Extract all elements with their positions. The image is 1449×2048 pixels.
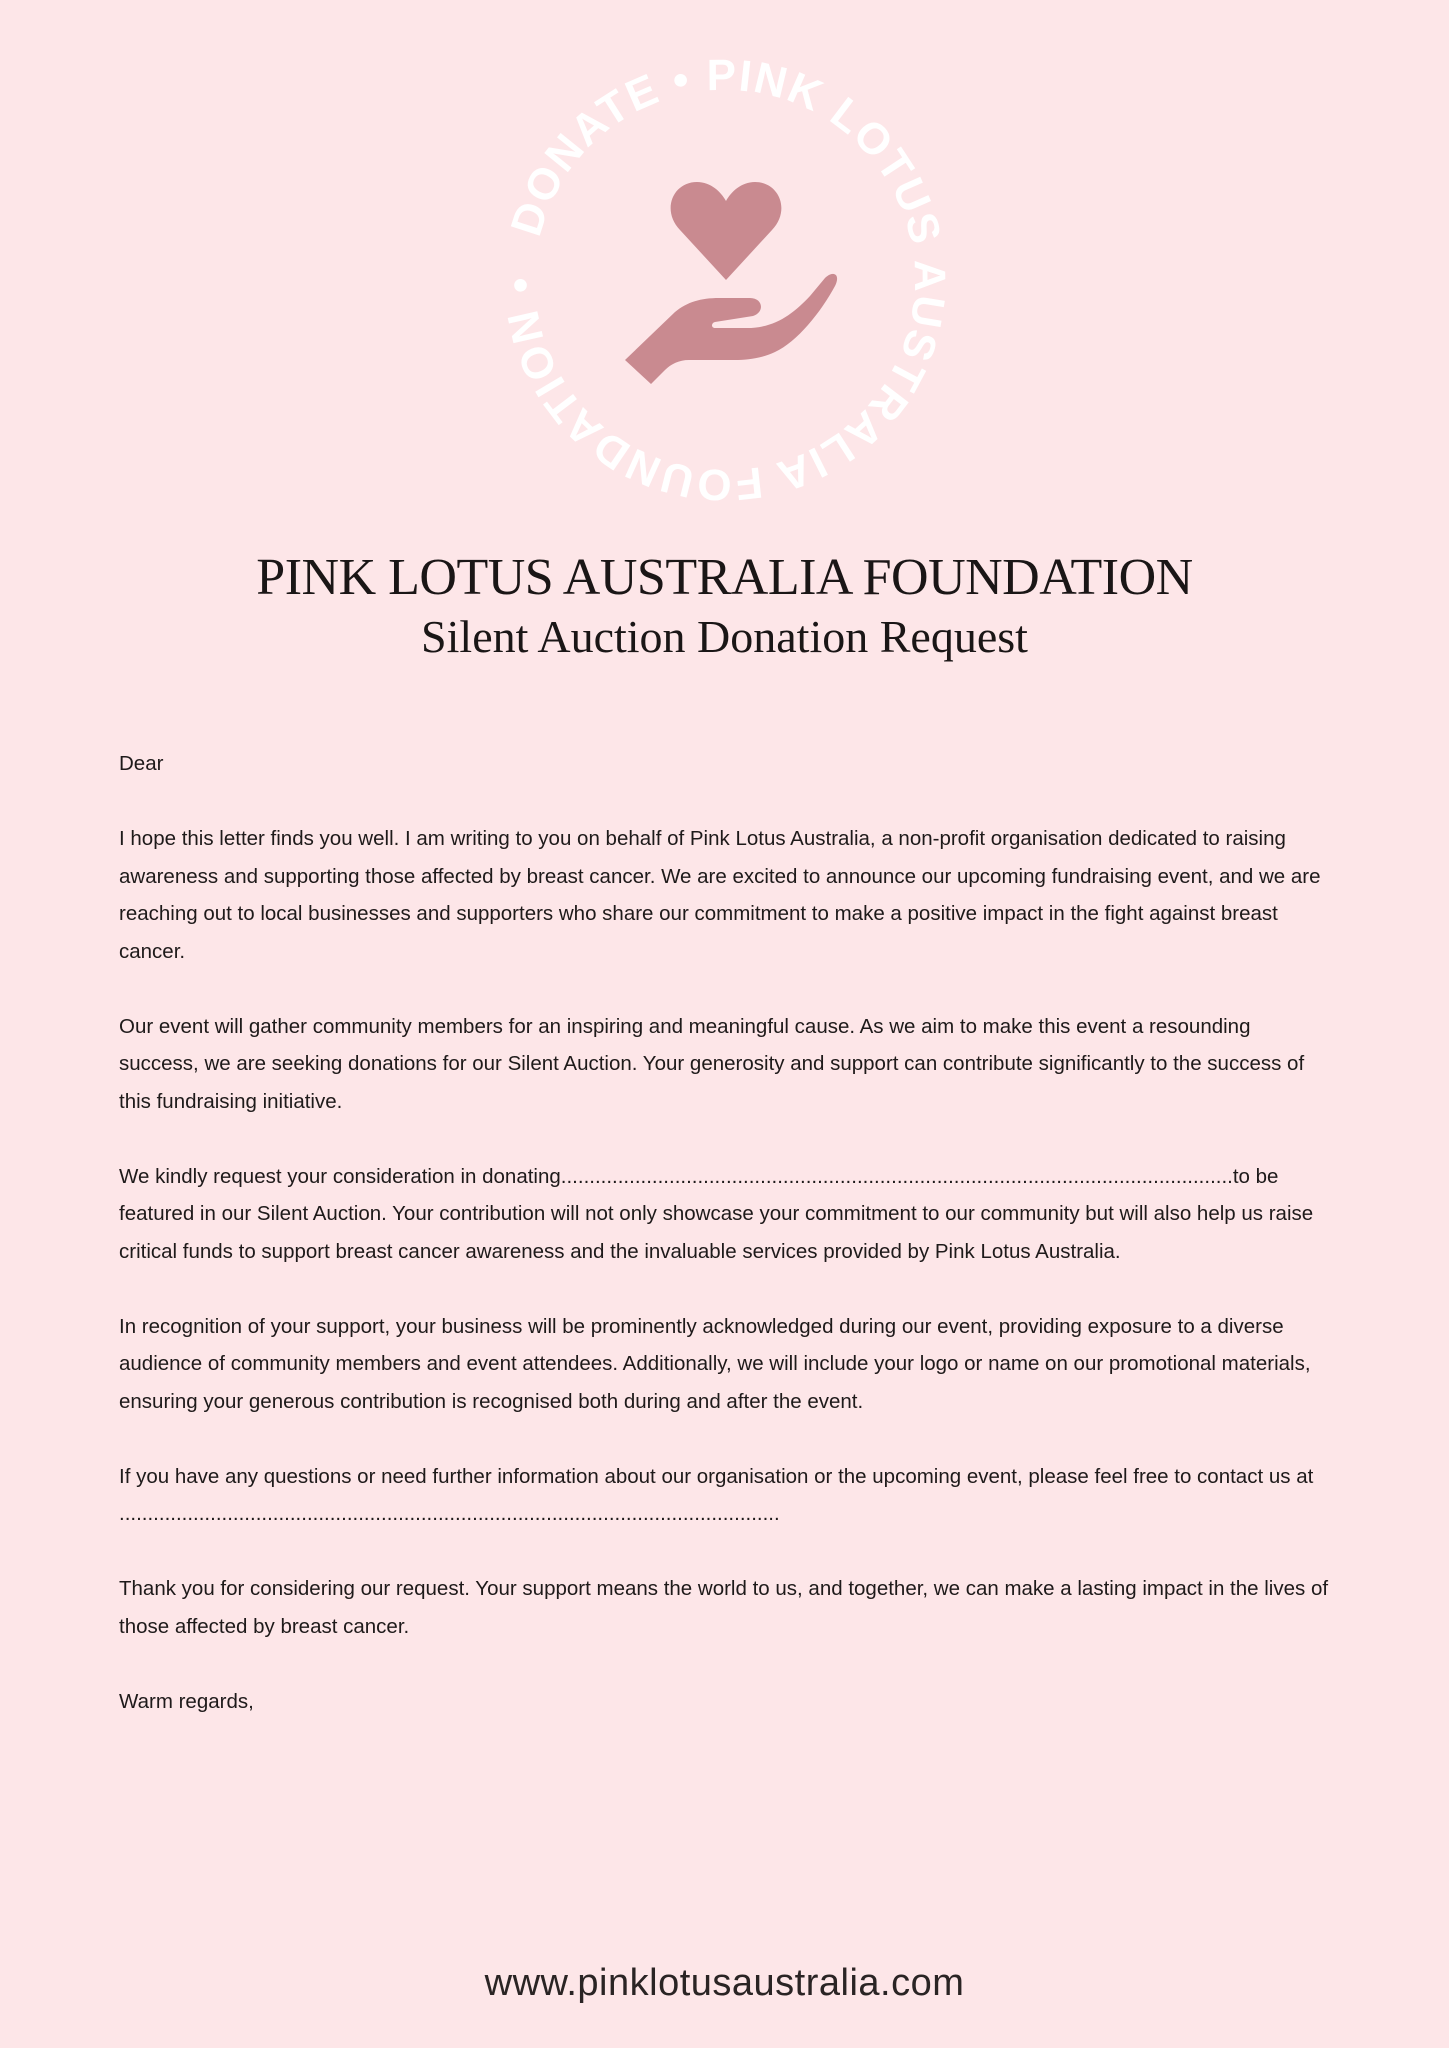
heart-in-hand-icon: [625, 182, 837, 384]
closing: Warm regards,: [119, 1689, 254, 1713]
donation-item-blank: ......................................................................................................................: [560, 1164, 1233, 1188]
contact-blank: ....................................................................................................................: [119, 1502, 780, 1525]
request-text-start: We kindly request your consideration in donating: [119, 1164, 561, 1188]
website-url: www.pinklotusaustralia.com: [484, 1962, 965, 2004]
request-text-end: to be featured in our Silent Auction. Your contribution will not only showcase your commitment to our community but will also help us raise critical funds to support breast cancer awareness and the invaluable services provided by Pink Lotus Australia.: [119, 1164, 1314, 1263]
paragraph-thanks: Thank you for considering our request. Your support means the world to us, and together, we can make a lasting impact in the lives of those affected by breast cancer.: [119, 1577, 1329, 1638]
paragraph-intro: I hope this letter finds you well. I am writing to you on behalf of Pink Lotus Australia, a non-profit organisation dedicated to raising awareness and supporting those affected by breast cancer. We are excited to announce our upcoming fundraising event, and we are reaching out to local businesses and supporters who share our commitment to make a positive impact in the fight against breast cancer.: [119, 827, 1321, 963]
letter-body: [119, 745, 1334, 1758]
paragraph-contact: [119, 1458, 1334, 1533]
organization-title: PINK LOTUS AUSTRALIA FOUNDATION: [256, 549, 1193, 606]
paragraph-request: [119, 1158, 1334, 1271]
foundation-logo: [475, 30, 975, 530]
logo-ring-text: DONATE • PINK LOTUS AUSTRALIA FOUNDATION •: [495, 50, 955, 510]
document-subtitle: Silent Auction Donation Request: [421, 611, 1028, 662]
salutation: Dear: [119, 752, 164, 775]
logo-graphic: [475, 30, 975, 530]
paragraph-event: Our event will gather community members for an inspiring and meaningful cause. As we aim to make this event a resounding success, we are seeking donations for our Silent Auction. Your generosity and support can contribute significantly to the success of this fundraising initiative.: [119, 1014, 1305, 1113]
contact-text: If you have any questions or need further information about our organisation or the upcoming event, please feel free to contact us at: [119, 1464, 1314, 1488]
paragraph-recognition: In recognition of your support, your business will be prominently acknowledged during our event, providing exposure to a diverse audience of community members and event attendees. Additionally, we will include your logo or name on our promotional materials, ensuring your generous contribution is recognised both during and after the event.: [119, 1314, 1311, 1413]
